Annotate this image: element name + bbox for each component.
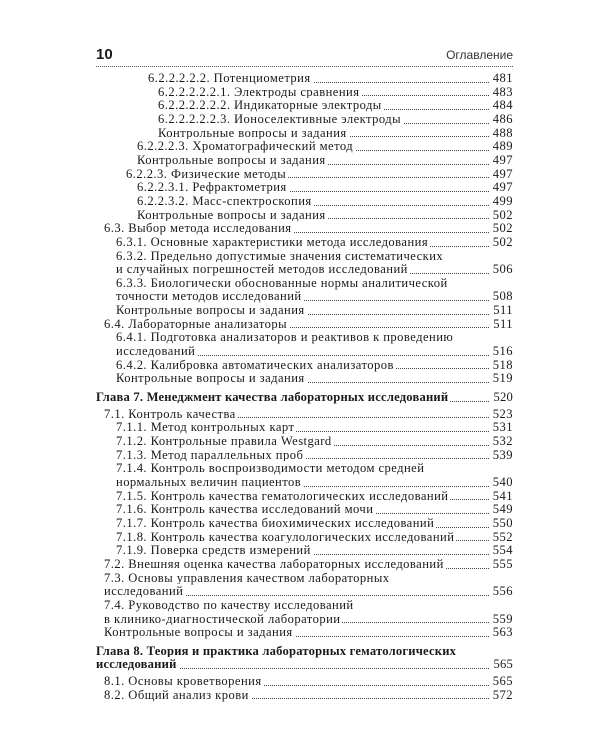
toc-entry-page: 497 [490,181,513,195]
toc-entry-page: 516 [490,345,513,359]
toc-entry-title: 6.2.2.2.2.2.2. Индикаторные электроды [158,98,382,113]
toc-entry[interactable] [96,408,513,422]
toc-chapter-entry[interactable] [96,391,513,405]
toc-entry-page: 549 [490,503,513,517]
toc-entry-title: 6.4.1. Подготовка анализаторов и реактивов к проведению исследований [116,330,454,359]
toc-entry[interactable] [96,544,513,558]
toc-entry[interactable] [96,372,513,386]
toc-entry-title: 6.2.2.2.2.2.1. Электроды сравнения [158,84,360,99]
toc-entry-title: 7.1.5. Контроль качества гематологических исследований [116,488,449,503]
toc-entry[interactable] [96,72,513,86]
toc-entry-title: 8.2. Общий анализ крови [104,687,249,702]
toc-entry[interactable] [96,490,513,504]
page-number: 10 [96,46,113,63]
toc-entry-title: 6.3.1. Основные характеристики метода исследования [116,234,429,249]
toc-entry-page: 488 [490,127,513,141]
toc-entry-page: 520 [491,391,514,405]
toc-entry-title: 6.2.2.2.3. Хроматографический метод [137,139,354,154]
toc-entry-page: 565 [490,675,513,689]
toc-entry-page: 518 [490,359,513,373]
toc-entry-title: 7.1.4. Контроль воспроизводимости методом средней нормальных величин пациентов [116,461,425,489]
toc-entry-page: 484 [490,99,513,113]
toc-entry-page: 556 [490,585,513,599]
toc-entry[interactable] [96,236,513,250]
toc-entry[interactable] [96,113,513,127]
toc-entry[interactable] [96,421,513,435]
toc-entry-page: 531 [490,421,513,435]
toc-entry[interactable] [96,168,513,182]
toc-entry-page: 489 [490,140,513,154]
toc-entry-page: 540 [490,476,513,490]
toc-entry-page: 502 [490,209,513,223]
toc-entry-page: 565 [491,658,514,672]
toc-entry[interactable] [96,503,513,517]
toc-entry-title: 6.2.2.2.2.2. Потенциометрия [148,71,311,85]
toc-entry-title: Контрольные вопросы и задания [104,625,293,640]
toc-entry-title: 7.2. Внешняя оценка качества лабораторных исследований [104,556,444,571]
toc-entry-title: 7.1.9. Поверка средств измерений [116,543,311,558]
toc-entry-title: Контрольные вопросы и задания [116,371,305,386]
toc-entry-title: 6.2.2.3.2. Масс-спектроскопия [137,193,312,208]
toc-entry-page: 497 [490,154,513,168]
toc-entry-page: 502 [490,236,513,250]
toc-entry-title: 6.4.2. Калибровка автоматических анализаторов [116,357,394,372]
toc-entry-page: 523 [490,408,513,422]
toc-entry-page: 486 [490,113,513,127]
toc-entry-title: Глава 8. Теория и практика лабораторных гематологических исследований [96,643,457,672]
toc-entry-title: Контрольные вопросы и задания [158,125,347,140]
toc-entry-page: 499 [490,195,513,209]
toc-entry-page: 572 [490,689,513,703]
toc-entry[interactable] [96,140,513,154]
toc-entry-page: 563 [490,626,513,640]
toc-entry-title: 7.1.2. Контрольные правила Westgard [116,434,332,449]
toc-entry[interactable] [96,517,513,531]
toc-entry[interactable] [96,359,513,373]
toc-entry-title: 7.1.7. Контроль качества биохимических исследований [116,515,435,530]
toc-entry[interactable] [96,209,513,223]
toc-entry[interactable] [96,99,513,113]
toc-entry-page: 539 [490,449,513,463]
toc-entry[interactable] [96,154,513,168]
toc-chapter-entry[interactable] [96,645,513,672]
toc-entry-page: 554 [490,544,513,558]
running-head: Оглавление [446,48,513,62]
toc-entry-title: 6.2.2.3. Физические методы [126,166,287,181]
toc-entry-page: 502 [490,222,513,236]
toc-entry-page: 555 [490,558,513,572]
toc-entry-page: 508 [490,290,513,304]
toc-entry-title: 7.1.6. Контроль качества исследований мочи [116,502,374,517]
toc-entry-page: 519 [490,372,513,386]
toc-entry-page: 532 [490,435,513,449]
toc-entry-page: 550 [490,517,513,531]
header-rule [96,66,513,67]
toc-entry[interactable] [96,531,513,545]
table-of-contents [96,72,513,702]
toc-entry[interactable] [96,250,513,277]
toc-entry[interactable] [96,331,513,358]
toc-entry-title: 7.1.3. Метод параллельных проб [116,447,304,462]
toc-entry[interactable] [96,462,513,489]
toc-entry[interactable] [96,127,513,141]
toc-entry-title: 6.4. Лабораторные анализаторы [104,316,288,331]
toc-entry[interactable] [96,86,513,100]
toc-entry-page: 506 [490,263,513,277]
page-header [96,46,513,66]
toc-entry[interactable] [96,572,513,599]
toc-entry[interactable] [96,449,513,463]
toc-entry-page: 481 [490,72,513,86]
toc-entry[interactable] [96,318,513,332]
toc-entry[interactable] [96,689,513,703]
toc-entry[interactable] [96,222,513,236]
toc-entry-title: Контрольные вопросы и задания [116,303,305,318]
toc-entry[interactable] [96,435,513,449]
toc-entry-page: 541 [490,490,513,504]
toc-entry-page: 483 [490,86,513,100]
toc-entry-title: Контрольные вопросы и задания [137,152,326,167]
toc-entry-page: 552 [490,531,513,545]
toc-entry-page: 559 [490,613,513,627]
toc-entry-title: 7.1.8. Контроль качества коагулологических исследований [116,529,455,544]
toc-entry-title: 6.3.2. Предельно допустимые значения систематических и случайных погрешностей методов исследований [116,248,444,277]
toc-entry-title: 6.2.2.3.1. Рефрактометрия [137,180,287,195]
toc-entry-title: 7.1.1. Метод контрольных карт [116,420,295,435]
toc-entry-page: 511 [490,304,513,318]
toc-entry[interactable] [96,558,513,572]
toc-entry[interactable] [96,304,513,318]
toc-entry-title: 6.2.2.2.2.2.3. Ионоселективные электроды [158,111,402,126]
toc-entry-title: 6.3. Выбор метода исследования [104,221,292,236]
toc-entry-title: 7.1. Контроль качества [104,406,236,421]
toc-entry[interactable] [96,277,513,304]
toc-entry-page: 511 [490,318,513,332]
toc-entry-title: 6.3.3. Биологически обоснованные нормы аналитической точности методов исследований [116,275,448,304]
toc-entry-page: 497 [490,168,513,182]
toc-entry[interactable] [96,675,513,689]
toc-entry[interactable] [96,195,513,209]
toc-entry-title: Глава 7. Менеджмент качества лабораторных исследований [96,390,449,405]
toc-entry-title: 8.1. Основы кроветворения [104,674,262,689]
toc-entry[interactable] [96,181,513,195]
toc-entry-title: Контрольные вопросы и задания [137,207,326,222]
toc-entry[interactable] [96,626,513,640]
toc-entry-title: 7.4. Руководство по качеству исследований в клинико-диагностической лаборатории [104,597,354,626]
toc-entry-title: 7.3. Основы управления качеством лабораторных исследований [104,570,390,599]
toc-entry[interactable] [96,599,513,626]
